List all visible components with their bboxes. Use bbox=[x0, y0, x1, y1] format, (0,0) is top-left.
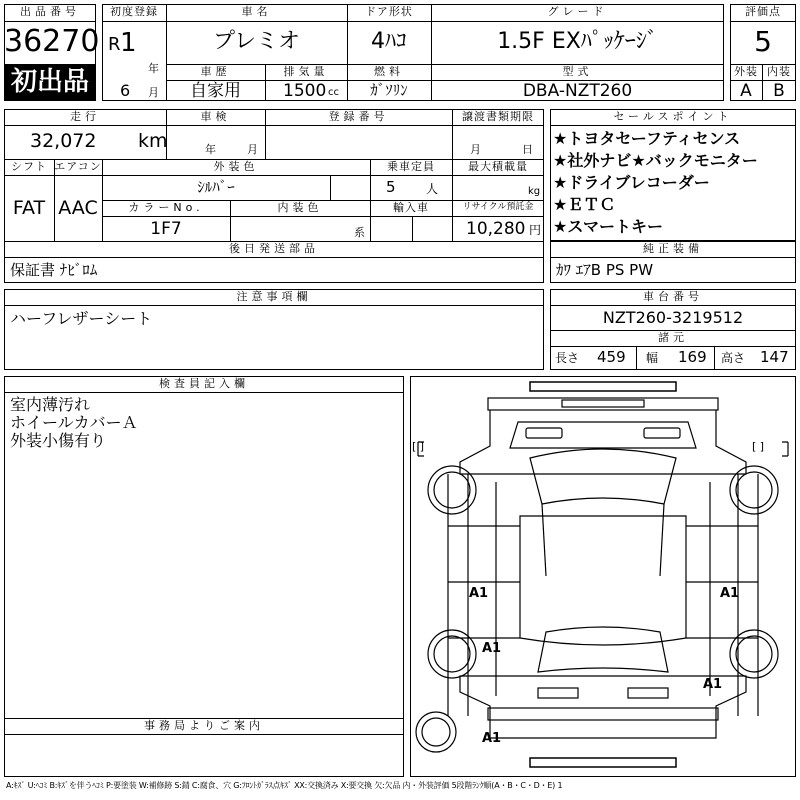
headlight-left bbox=[526, 428, 562, 438]
damage-mark: A1 bbox=[703, 677, 723, 692]
damage-mark: A1 bbox=[482, 731, 502, 746]
wheel-front-left bbox=[428, 466, 476, 514]
transfer-deadline-label: 譲渡書類期限 bbox=[462, 110, 534, 123]
genuine-equipment-label: 純正装備 bbox=[643, 242, 703, 255]
model-label: 型式 bbox=[562, 65, 593, 78]
exterior-label: 外装 bbox=[734, 65, 758, 78]
registration-month: 6 bbox=[120, 81, 131, 100]
transfer-month-unit: 月 bbox=[470, 143, 481, 156]
era: R bbox=[108, 34, 121, 55]
roof-left-line bbox=[542, 504, 546, 576]
side-sills bbox=[496, 482, 710, 696]
mileage: 32,072 bbox=[30, 130, 97, 152]
exterior-grade: A bbox=[740, 81, 752, 101]
width: 169 bbox=[678, 348, 707, 366]
chassis-number-label: 車台番号 bbox=[643, 290, 703, 303]
spare-wheel bbox=[416, 712, 456, 752]
lot-number: 36270 bbox=[4, 24, 100, 59]
mirror-right bbox=[782, 442, 788, 456]
front-grille bbox=[562, 400, 644, 407]
inspector-note: 外装小傷有り bbox=[10, 431, 107, 450]
damage-mark: A1 bbox=[482, 641, 502, 656]
height-label: 高さ bbox=[721, 351, 746, 365]
interior-color-unit: 系 bbox=[354, 226, 365, 239]
cabin-outline bbox=[520, 516, 686, 645]
max-load-label: 最大積載量 bbox=[468, 160, 528, 173]
overall-score: 5 bbox=[754, 25, 772, 58]
grade-label: グレード bbox=[547, 5, 608, 18]
notes-label: 注意事項欄 bbox=[236, 290, 312, 303]
rear-bumper-right bbox=[628, 688, 668, 698]
damage-mark: A1 bbox=[720, 586, 740, 601]
height: 147 bbox=[760, 348, 789, 366]
selling-point-item: ★トヨタセーフティセンス bbox=[553, 129, 741, 148]
inspection-label: 車検 bbox=[200, 110, 231, 123]
selling-point-item: ★スマートキー bbox=[553, 217, 664, 236]
import-label: 輸入車 bbox=[393, 201, 429, 214]
interior-color-label: 内装色 bbox=[277, 201, 323, 214]
fuel-label: 燃料 bbox=[374, 65, 404, 78]
car-name-label: 車名 bbox=[241, 5, 272, 18]
year-unit: 年 bbox=[148, 62, 159, 75]
month-unit: 月 bbox=[148, 86, 159, 99]
displacement-unit: cc bbox=[328, 87, 339, 98]
rear-bumper-left bbox=[538, 688, 578, 698]
specs-label: 諸元 bbox=[658, 331, 688, 344]
first-listing-badge: 初出品 bbox=[5, 65, 95, 100]
transfer-day-unit: 日 bbox=[522, 143, 533, 156]
interior-grade: B bbox=[773, 81, 785, 101]
shift-label: シフト bbox=[11, 160, 47, 173]
displacement: 1500 bbox=[283, 81, 327, 101]
selling-point-item: ★ドライブレコーダー bbox=[553, 173, 710, 192]
car-diagram bbox=[410, 376, 796, 777]
door-type-label: ドア形状 bbox=[365, 5, 413, 18]
displacement-label: 排気量 bbox=[283, 65, 329, 78]
hood-outline bbox=[460, 410, 746, 474]
recycle-deposit: 10,280 bbox=[466, 219, 526, 239]
score-label: 評価点 bbox=[745, 5, 781, 18]
shift: FAT bbox=[12, 197, 46, 219]
damage-mark: A1 bbox=[469, 586, 489, 601]
wheel-rear-right bbox=[730, 630, 778, 678]
history: 自家用 bbox=[190, 81, 241, 101]
later-parts-label: 後日発送部品 bbox=[229, 242, 319, 255]
wheel-front-right bbox=[730, 466, 778, 514]
registration-number-label: 登録番号 bbox=[328, 110, 389, 123]
recycle-deposit-unit: 円 bbox=[529, 223, 542, 237]
color-number-label: カラーNo. bbox=[128, 201, 204, 214]
capacity-unit: 人 bbox=[426, 182, 439, 196]
selling-points-label: セールスポイント bbox=[613, 110, 733, 123]
interior-label: 内装 bbox=[767, 65, 791, 78]
length-label: 長さ bbox=[555, 351, 580, 365]
office-notice-label: 事務局よりご案内 bbox=[144, 719, 264, 732]
notes: ハーフレザーシート bbox=[10, 309, 153, 328]
rear-skirt bbox=[530, 758, 676, 767]
headlight-right bbox=[644, 428, 680, 438]
exterior-color-label: 外装色 bbox=[213, 160, 259, 173]
windshield bbox=[530, 449, 676, 504]
car-name: プレミオ bbox=[212, 29, 301, 54]
selling-point-item: ★ＥＴＣ bbox=[553, 195, 616, 214]
rear-bumper bbox=[488, 708, 718, 720]
model-code: DBA-NZT260 bbox=[522, 81, 633, 101]
legend: A:ｷｽﾞ U:ﾍｺﾐ B:ｷｽﾞを伴うﾍｺﾐ P:要塗装 W:補修跡 S:錆 C:腐食、穴 G:ﾌﾛﾝﾄｶﾞﾗｽ点ｷｽﾞ XX:交換済み X:要交換 欠:欠品 内・外装評価 5段階ﾗﾝｸ順(A・B・C・D・E) 1 bbox=[6, 781, 563, 790]
grade: 1.5F EXﾊﾟｯｹｰｼﾞ bbox=[497, 29, 658, 54]
later-parts: 保証書 ﾅﾋﾞﾛﾑ bbox=[10, 261, 98, 279]
selling-point-item: ★社外ナビ★バックモニター bbox=[553, 151, 758, 170]
genuine-equipment: ｶﾜ ｴｱB PS PW bbox=[556, 261, 654, 279]
fuel: ｶﾞｿﾘﾝ bbox=[370, 81, 408, 99]
rear-window bbox=[538, 627, 668, 672]
door-type: 4ﾊｺ bbox=[371, 29, 407, 54]
registration-year: 1 bbox=[120, 28, 137, 58]
exterior-color: ｼﾙﾊﾞｰ bbox=[197, 178, 235, 196]
inspector-note: ホイールカバーＡ bbox=[10, 413, 138, 432]
chassis-number: NZT260-3219512 bbox=[602, 308, 744, 327]
capacity: 5 bbox=[386, 178, 396, 196]
inspection-month-unit: 月 bbox=[247, 143, 258, 156]
wheel-rear-left bbox=[428, 630, 476, 678]
inspection-year-unit: 年 bbox=[205, 143, 216, 156]
aircon: AAC bbox=[58, 197, 98, 219]
aircon-label: エアコン bbox=[54, 160, 102, 173]
first-registration-label: 初度登録 bbox=[110, 5, 158, 18]
width-label: 幅 bbox=[646, 351, 659, 365]
history-label: 車歴 bbox=[200, 65, 231, 78]
mileage-label: 走行 bbox=[70, 110, 100, 123]
inspector-note: 室内薄汚れ bbox=[10, 395, 91, 414]
hood-panel bbox=[510, 422, 696, 448]
mileage-unit: km bbox=[138, 130, 168, 152]
capacity-label: 乗車定員 bbox=[387, 160, 435, 173]
bracket-right: [ ] bbox=[752, 440, 765, 453]
roof-right-line bbox=[660, 504, 664, 576]
lot-number-label: 出品番号 bbox=[20, 5, 80, 18]
max-load-unit: kg bbox=[528, 186, 541, 197]
color-number: 1F7 bbox=[150, 219, 182, 239]
bracket-left: [ ] bbox=[412, 440, 425, 453]
inspector-notes-label: 検査員記入欄 bbox=[159, 377, 249, 390]
front-bumper bbox=[530, 382, 676, 391]
recycle-deposit-label: リサイクル預託金 bbox=[462, 202, 534, 212]
door-lines bbox=[448, 526, 758, 638]
length: 459 bbox=[597, 348, 626, 366]
